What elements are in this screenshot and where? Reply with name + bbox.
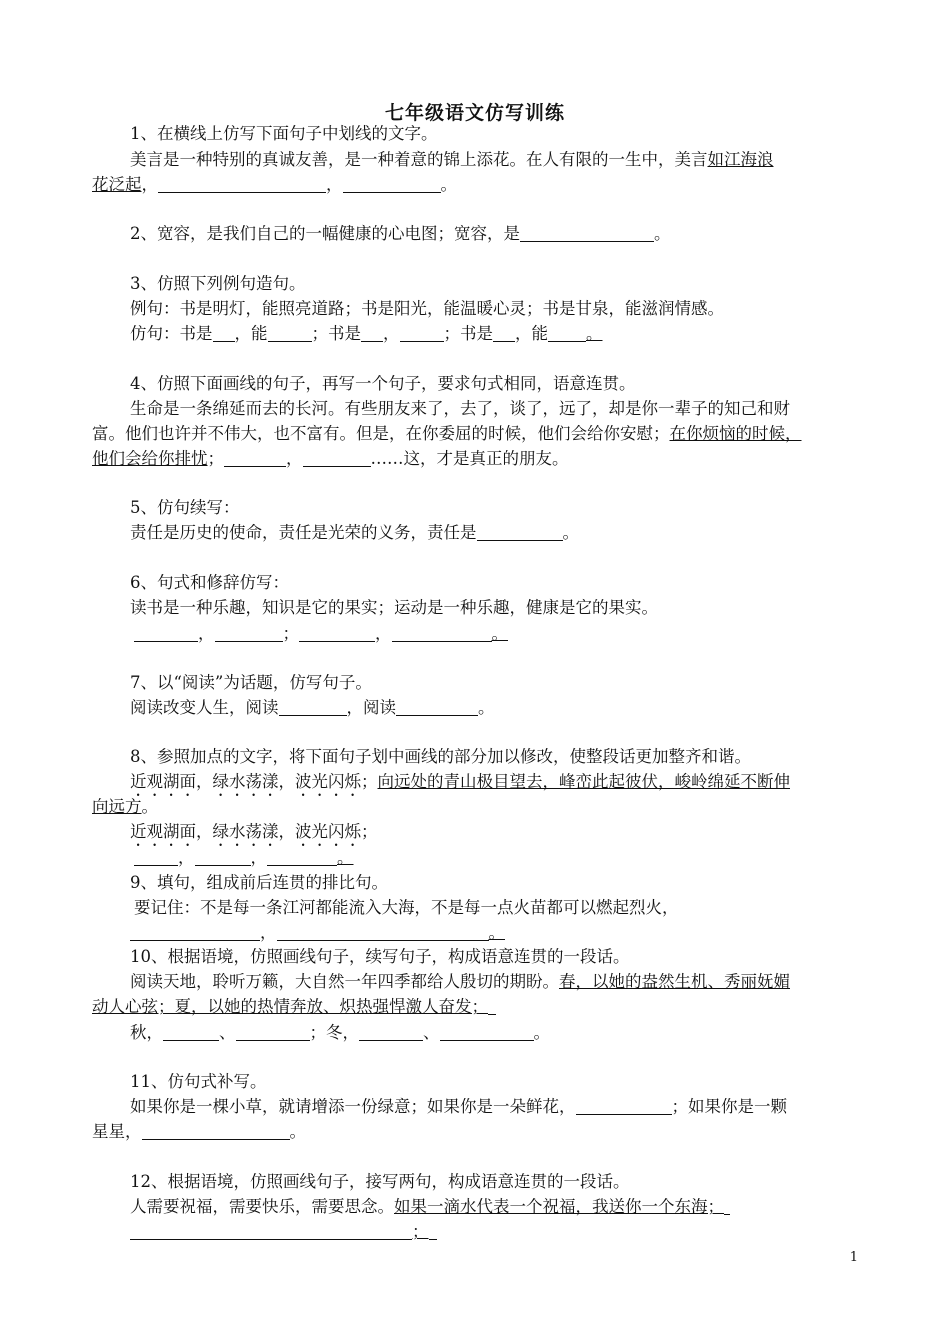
q10-p3: ；冬， [309,1023,359,1042]
q10-instruction: 10、根据语境，仿照画线句子，续写句子，构成语意连贯的一段话。 [130,947,630,966]
q6-blank-4[interactable] [392,625,492,642]
q7-blank-2[interactable] [396,699,478,716]
q6-sep2: ； [282,624,299,643]
q8-line2-end: 。 [141,797,158,816]
q4-line2 [92,422,862,446]
q1-underline-a: 如江海浪 [707,150,774,169]
q6-sep1: ， [198,624,215,643]
q11-line1-tail: ；如果你是一颗 [671,1097,787,1116]
q1-text-line1 [130,148,900,172]
q10-p2: 、 [219,1023,236,1042]
q9-blanks [130,921,900,945]
q2-text: 2、宽容，是我们自己的一幅健康的心电图；宽容，是 [130,224,520,243]
q8-instruction: 8、参照加点的文字，将下面句子划中画线的部分加以修改，使整段话更加整齐和谐。 [130,747,751,766]
q3-instruction: 3、仿照下列例句造句。 [130,274,306,293]
q1-sep2: ， [326,175,343,194]
page-number: 1 [849,1250,858,1265]
q4-line3-sep1: ； [207,449,224,468]
q12-end: ； [412,1222,429,1241]
q4-blank-1[interactable] [224,450,286,467]
q9-end: 。 [488,923,505,942]
q12-blank-tail [429,1223,437,1240]
q12-line1-underline: 如果一滴水代表一个祝福，我送你一个东海； [394,1197,724,1216]
q6-blank-2[interactable] [215,625,283,642]
q10-blank-4[interactable] [440,1024,534,1041]
q4-line3-sep2: ， [286,449,303,468]
q8-sep1: ， [178,848,195,867]
q10-line3 [130,1021,900,1045]
q9-blank-2[interactable] [277,924,489,941]
q6-end: 。 [491,624,508,643]
q3-example: 例句：书是明灯，能照亮道路；书是阳光，能温暖心灵；书是甘泉，能滋润情感。 [130,299,724,318]
q12-underline-tail [724,1198,730,1215]
q5-blank[interactable] [477,524,563,541]
q4-line2-underline: 在你烦恼的时候， [669,424,802,443]
q3-practice [130,322,900,346]
q8-blank-2[interactable] [195,849,251,866]
q11-line1 [130,1095,900,1119]
q11-end: 。 [289,1122,306,1141]
q7-line [130,696,900,720]
q12-line1 [130,1195,900,1219]
q12-line1-text: 人需要祝福，需要快乐，需要思念。 [130,1197,394,1216]
q12-instruction: 12、根据语境，仿照画线句子，接写两句，构成语意连贯的一段话。 [130,1172,630,1191]
q4-instruction: 4、仿照下面画线的句子，再写一个句子，要求句式相同，语意连贯。 [130,374,636,393]
q10-line1 [130,970,900,994]
q11-line1-text: 如果你是一棵小草，就请增添一份绿意；如果你是一朵鲜花， [130,1097,576,1116]
q3-p2: ，能 [234,324,268,343]
q6-blank-1[interactable] [134,625,198,642]
q9-text: 要记住：不是每一条江河都能流入大海，不是每一点火苗都可以燃起烈火， [134,898,679,917]
q4-line2-text: 富。他们也许并不伟大，也不富有。但是，在你委屈的时候，他们会给你安慰； [92,424,670,443]
q2-line [130,222,900,246]
q2-end: 。 [654,224,671,243]
q10-p4: 、 [423,1023,440,1042]
q10-p1: 秋， [130,1023,163,1042]
q3-p4: ， [383,324,400,343]
q1-underline-b: 花泛起 [92,175,142,194]
q10-line1-underline: 春，以她的盎然生机、秀丽妩媚 [559,972,790,991]
q3-p5: ；书是 [443,324,493,343]
q6-blanks [134,622,904,646]
q3-blank-5[interactable] [493,325,515,342]
q11-line2 [92,1120,862,1144]
q7-p2: ，阅读 [346,698,396,717]
q8-sep2: ， [250,848,267,867]
q5-text: 责任是历史的使命，责任是光荣的义务，责任是 [130,523,477,542]
q1-text-line2 [92,173,862,197]
q10-line2 [92,995,862,1019]
q4-line3-underline: 他们会给你排忧 [92,449,208,468]
q1-end: 。 [440,175,457,194]
q6-blank-3[interactable] [299,625,375,642]
q3-p1: 仿句：书是 [130,324,213,343]
q6-instruction: 6、句式和修辞仿写： [130,573,289,592]
q5-end: 。 [562,523,579,542]
page-title: 七年级语文仿写训练 [384,102,565,124]
q8-repeat-dotted: 近观湖面，绿水荡漾，波光闪烁； [130,822,378,841]
q3-blank-3[interactable] [361,325,383,342]
q8-blanks [134,846,904,870]
q6-text: 读书是一种乐趣，知识是它的果实；运动是一种乐趣，健康是它的果实。 [130,598,658,617]
q9-blank-1[interactable] [130,924,260,941]
q11-blank-2[interactable] [142,1123,290,1140]
q8-blank-1[interactable] [134,849,178,866]
q4-line3-end: ……这，才是真正的朋友。 [370,449,569,468]
q3-blank-4[interactable] [400,325,444,342]
q7-blank-1[interactable] [279,699,347,716]
q4-line3 [92,447,862,471]
q11-line2-text: 星星， [92,1122,142,1141]
q8-line2 [92,795,862,819]
q4-blank-2[interactable] [303,450,371,467]
q9-instruction: 9、填句，组成前后连贯的排比句。 [130,873,388,892]
q4-line1: 生命是一条绵延而去的长河。有些朋友来了，去了，谈了，远了，却是你一辈子的知己和财 [130,399,790,418]
q8-blank-3[interactable] [267,849,337,866]
q3-p3: ；书是 [311,324,361,343]
q6-sep3: ， [375,624,392,643]
q8-end: 。 [337,848,354,867]
q8-line1-sep: ； [361,772,378,791]
q7-instruction: 7、以“阅读”为话题，仿写句子。 [130,673,372,692]
q8-dotted-text: 近观湖面，绿水荡漾，波光闪烁 [130,772,361,791]
q11-blank-1[interactable] [576,1098,672,1115]
q11-instruction: 11、仿句式补写。 [130,1072,267,1091]
q10-line2-underline: 动人心弦；夏，以她的热情奔放、炽热强悍激人奋发； [92,997,488,1016]
q10-blank-1[interactable] [163,1024,219,1041]
q3-p6: ，能 [515,324,548,343]
q10-blank-2[interactable] [236,1024,310,1041]
q8-line2-underline: 向远方 [92,797,142,816]
q12-blank[interactable] [130,1223,412,1240]
q10-blank-3[interactable] [359,1024,423,1041]
q3-blank-1[interactable] [213,325,235,342]
q3-blank-2[interactable] [268,325,312,342]
q5-line [130,521,900,545]
q10-end: 。 [533,1023,550,1042]
q2-blank[interactable] [520,225,654,242]
q9-sep1: ， [260,923,277,942]
q1-blank-1[interactable] [158,176,326,193]
q7-end: 。 [478,698,495,717]
q1-blank-2[interactable] [343,176,441,193]
q5-instruction: 5、仿句续写： [130,498,240,517]
q3-end: 。 [586,324,603,343]
q1-sep1: ， [141,175,158,194]
q10-underline-tail [488,998,496,1015]
q1-text: 美言是一种特别的真诚友善，是一种着意的锦上添花。在人有限的一生中，美言 [130,150,708,169]
q3-blank-6[interactable] [548,325,586,342]
q12-line2 [130,1220,900,1244]
q8-line1-underline: 向远处的青山极目望去，峰峦此起彼伏，峻岭绵延不断伸 [377,772,790,791]
q1-instruction: 1、在横线上仿写下面句子中划线的文字。 [130,124,438,143]
q7-p1: 阅读改变人生，阅读 [130,698,279,717]
q10-line1-text: 阅读天地，聆听万籁，大自然一年四季都给人殷切的期盼。 [130,972,559,991]
